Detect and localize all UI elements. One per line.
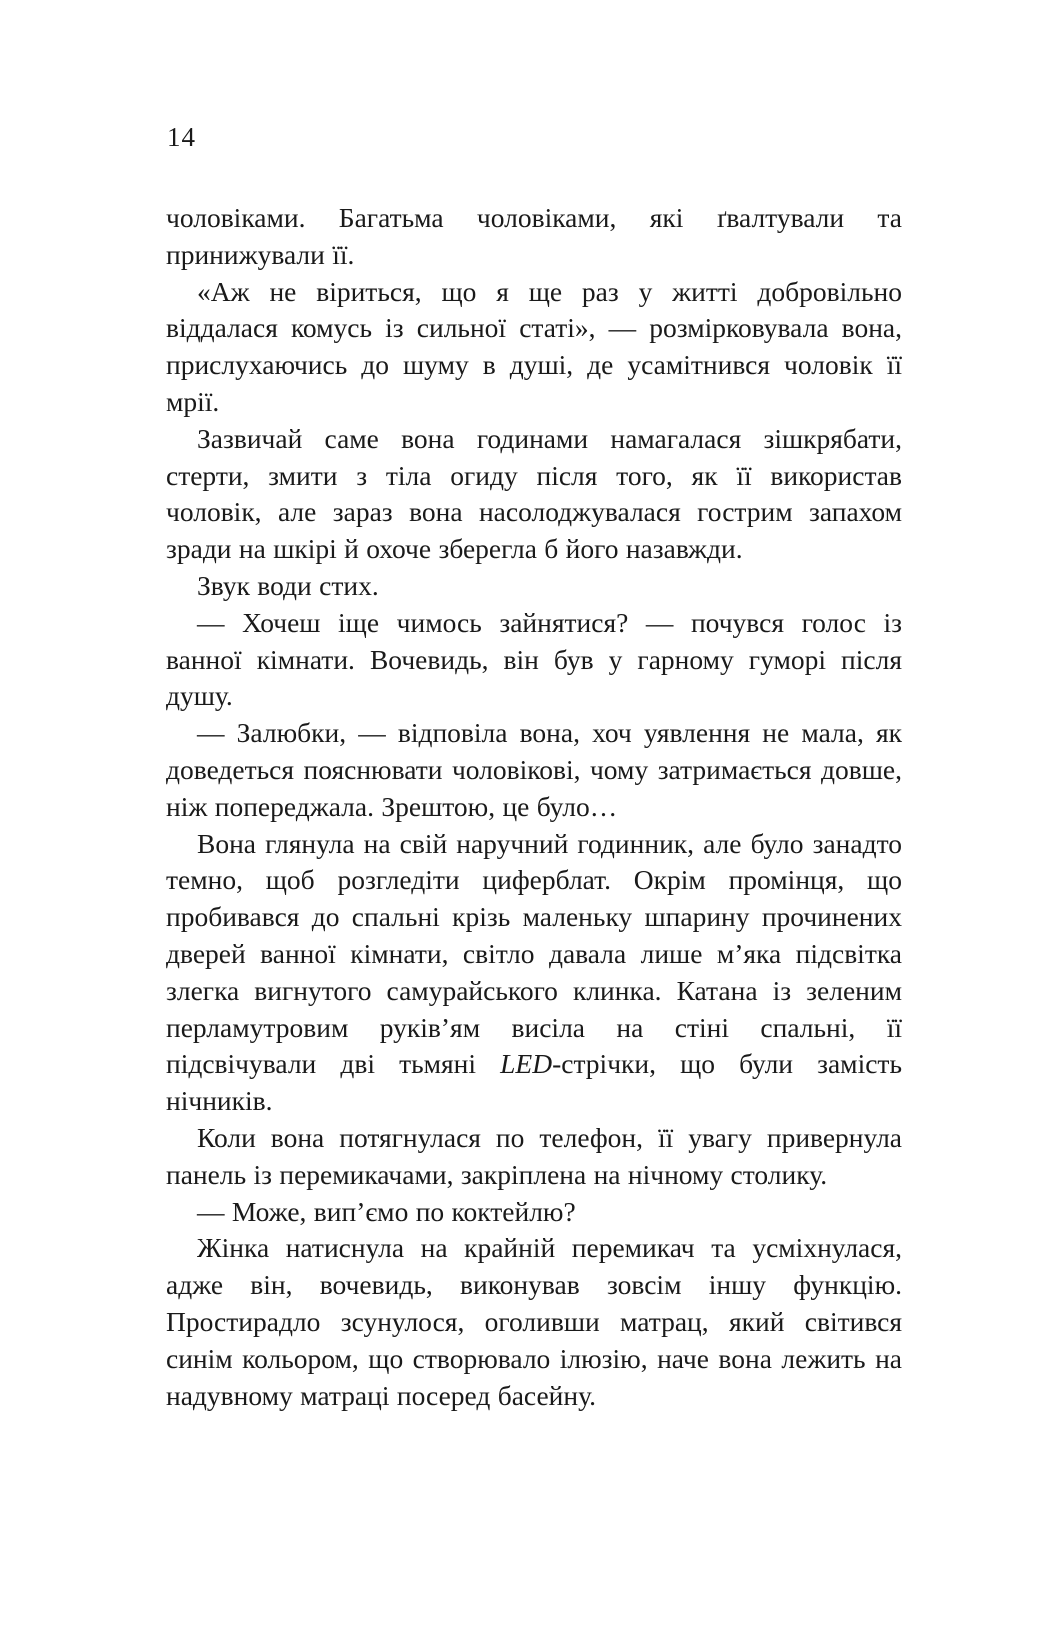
- text-run: Звук води стих.: [197, 569, 379, 601]
- text-run: «Аж не віриться, що я ще раз у житті добровільно віддалася комусь із сильної статі», — розмірковувала вона, прислухаючись до шуму в душі, де усамітнився чоловік її мрії.: [166, 275, 902, 417]
- paragraph: [166, 274, 902, 421]
- paragraph: [166, 200, 902, 274]
- paragraph: [166, 1230, 902, 1414]
- italic-text-run: LED: [500, 1048, 553, 1080]
- paragraph: [166, 1194, 902, 1231]
- text-run: — Може, вип’ємо по коктейлю?: [197, 1195, 576, 1227]
- text-run: Коли вона потягнулася по телефон, її увагу привернула панель із перемикачами, закріплена на нічному столику.: [166, 1121, 902, 1190]
- text-block: [166, 200, 902, 1414]
- paragraph: [166, 826, 902, 1120]
- paragraph: [166, 568, 902, 605]
- paragraph: [166, 605, 902, 715]
- paragraph: [166, 715, 902, 825]
- page-number: 14: [167, 122, 196, 152]
- paragraph: [166, 421, 902, 568]
- paragraph: [166, 1120, 902, 1194]
- text-run: — Хочеш іще чимось зайнятися? — почувся голос із ванної кімнати. Вочевидь, він був у гарному гуморі після душу.: [166, 606, 902, 712]
- text-run: -стрічки, що були замість нічників.: [166, 1048, 902, 1117]
- text-run: чоловіками. Багатьма чоловіками, які ґвалтували та принижували її.: [166, 202, 902, 270]
- text-run: Вона глянула на свій наручний годинник, але було занадто темно, щоб розгледіти циферблат. Окрім промінця, що пробивався до спальні крізь маленьку шпарину прочинених дверей ванної кімнати, світло давала лише м’яка підсвітка злегка вигнутого самурайського клинка. Катана із зеленим перламутровим руків’ям висіла на стіні спальні, її підсвічували дві тьмяні: [166, 827, 902, 1080]
- text-run: Жінка натиснула на крайній перемикач та усміхнулася, адже він, вочевидь, виконував зовсім іншу функцію. Простирадло зсунулося, оголивши матрац, який світився синім кольором, що створювало ілюзію, наче вона лежить на надувному матраці посеред басейну.: [166, 1232, 902, 1411]
- text-run: Зазвичай саме вона годинами намагалася зішкрябати, стерти, змити з тіла огиду після того, як її використав чоловік, але зараз вона насолоджувалася гострим запахом зради на шкірі й охоче зберегла б його назавжди.: [166, 422, 902, 565]
- text-run: — Залюбки, — відповіла вона, хоч уявлення не мала, як доведеться пояснювати чоловікові, чому затримається довше, ніж попереджала. Зрештою, це було…: [166, 717, 902, 822]
